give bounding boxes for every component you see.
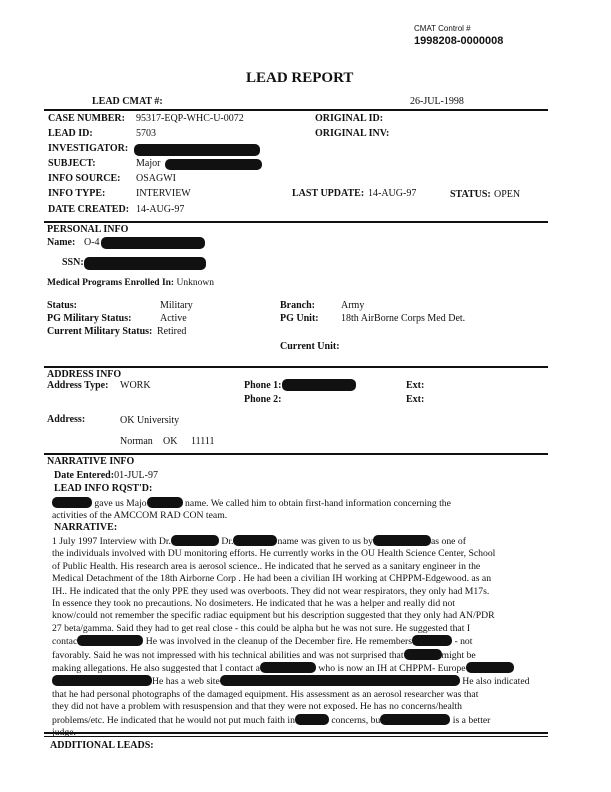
text-run: of Public Health. His research area is aerosol science.. He indicated that he served as a sanitary engineer in the xyxy=(52,560,481,572)
header-rule xyxy=(44,109,548,111)
text-run: IH.. He indicated that the only PPE they used was overboots. They did not wear respirators, they only had M17s. xyxy=(52,585,490,597)
redaction xyxy=(220,675,460,686)
additional-leads-label: ADDITIONAL LEADS: xyxy=(50,740,154,751)
address-zip: 11111 xyxy=(191,436,215,447)
text-run: name was given to us by xyxy=(277,536,373,547)
redaction xyxy=(52,497,92,508)
current-status-label: Current Military Status: xyxy=(47,326,153,337)
text-run: In essence they took no precautions. No dosimeters. He indicated that he was a helper and really did not xyxy=(52,598,455,610)
date-entered-label: Date Entered: xyxy=(54,470,115,481)
redaction-investigator xyxy=(134,144,260,156)
original-inv-label: ORIGINAL INV: xyxy=(315,128,390,139)
section-rule-address xyxy=(44,366,548,368)
lead-id: 5703 xyxy=(136,128,156,139)
text-run: the individuals involved with DU monitoring efforts. He currently works in the OU Health Science Center, School xyxy=(52,548,496,560)
text-run: favorably. Said he was not impressed with his technical abilities and was not surprised that xyxy=(52,649,404,661)
date-created: 14-AUG-97 xyxy=(136,204,185,215)
rule-additional-bottom xyxy=(44,736,548,737)
redaction xyxy=(52,675,152,686)
name-prefix: O-4 xyxy=(84,237,100,248)
original-id-label: ORIGINAL ID: xyxy=(315,113,384,124)
text-run: Medical Detachment of the 18th Airborne Corp . He had been a civilian IH working at CHPPM-Edgewood. as an xyxy=(52,573,492,585)
text-run: He has a web site xyxy=(152,676,220,688)
address-state: OK xyxy=(163,436,178,447)
info-source: OSAGWI xyxy=(136,173,176,184)
text-run: is a better xyxy=(452,714,491,726)
section-rule-narrative xyxy=(44,453,548,455)
redaction xyxy=(380,714,450,725)
phone2-label: Phone 2: xyxy=(244,394,282,405)
pg-unit-label: PG Unit: xyxy=(280,313,319,324)
pg-status-label: PG Military Status: xyxy=(47,313,132,324)
address-line1: OK University xyxy=(120,415,180,426)
narrative-label: NARRATIVE: xyxy=(54,522,118,533)
lead-id-label: LEAD ID: xyxy=(48,128,93,139)
text-run: concerns, bu xyxy=(331,714,381,726)
narrative-body xyxy=(52,535,546,740)
current-status: Retired xyxy=(157,326,187,337)
narrative-info-title: NARRATIVE INFO xyxy=(47,456,135,467)
lead-cmat-label: LEAD CMAT #: xyxy=(92,96,163,107)
current-unit-label: Current Unit: xyxy=(280,341,340,352)
ext2-label: Ext: xyxy=(406,394,425,405)
address-label: Address: xyxy=(47,414,86,425)
redaction xyxy=(373,535,431,546)
phone1-label: Phone 1: xyxy=(244,380,282,391)
branch-label: Branch: xyxy=(280,300,315,311)
text-run: making allegations. He also suggested that I contact a xyxy=(52,663,260,675)
report-date: 26-JUL-1998 xyxy=(410,96,464,107)
redaction xyxy=(295,714,329,725)
text-run: they did not have a problem with resuspension and that they were not exposed. He has no concerns/health xyxy=(52,701,462,713)
redaction xyxy=(147,497,183,508)
redaction xyxy=(404,649,442,660)
lead-info-text xyxy=(52,497,546,523)
mil-status-label: Status: xyxy=(47,300,78,311)
control-label: CMAT Control # xyxy=(414,24,471,33)
text-run: He was involved in the cleanup of the December fire. He remembers xyxy=(145,636,413,648)
status-label: STATUS: xyxy=(450,189,491,200)
last-update-label: LAST UPDATE: xyxy=(292,188,365,199)
info-type: INTERVIEW xyxy=(136,188,191,199)
page-title: LEAD REPORT xyxy=(246,70,354,86)
address-info-title: ADDRESS INFO xyxy=(47,369,122,380)
pg-unit: 18th AirBorne Corps Med Det. xyxy=(341,313,466,324)
pg-status: Active xyxy=(160,313,187,324)
last-update: 14-AUG-97 xyxy=(368,188,417,199)
text-run: who is now an IH at CHPPM- Europe xyxy=(318,663,466,675)
text-run: - not xyxy=(454,636,473,648)
redaction-name xyxy=(101,237,205,249)
address-type-label: Address Type: xyxy=(47,380,109,391)
control-number: 1998208-0000008 xyxy=(414,35,504,47)
medical-value: Unknown xyxy=(176,278,214,288)
text-run: He also indicated xyxy=(462,676,530,688)
info-type-label: INFO TYPE: xyxy=(48,188,106,199)
subject-label: SUBJECT: xyxy=(48,158,96,169)
redaction xyxy=(466,662,514,673)
redaction-subject xyxy=(165,159,262,170)
date-created-label: DATE CREATED: xyxy=(48,204,130,215)
text-run: contac xyxy=(52,636,78,648)
text-run: problems/etc. He indicated that he would not put much faith in xyxy=(52,714,295,726)
text-run: as one of xyxy=(430,536,466,547)
text-run: 1 July 1997 Interview with Dr. xyxy=(52,536,171,547)
text-run: gave us Majo xyxy=(94,498,147,509)
text-run: activities of the AMCCOM RAD CON team. xyxy=(52,510,228,522)
redaction xyxy=(412,635,452,646)
medical-label: Medical Programs Enrolled In: xyxy=(47,278,175,288)
case-number-label: CASE NUMBER: xyxy=(48,113,125,124)
branch: Army xyxy=(341,300,365,311)
redaction xyxy=(171,535,219,546)
case-number: 95317-EQP-WHC-U-0072 xyxy=(136,113,244,124)
section-rule-personal xyxy=(44,221,548,223)
address-city: Norman xyxy=(120,436,153,447)
name-label: Name: xyxy=(47,237,76,248)
address-type: WORK xyxy=(120,380,151,391)
date-entered: 01-JUL-97 xyxy=(114,470,158,481)
redaction xyxy=(260,662,316,673)
redaction-phone1 xyxy=(282,379,356,391)
redaction xyxy=(233,535,277,546)
redaction-ssn xyxy=(84,257,206,270)
redaction xyxy=(77,635,143,646)
text-run: name. We called him to obtain first-hand information concerning the xyxy=(185,498,451,509)
subject: Major xyxy=(136,158,161,169)
status-value: OPEN xyxy=(494,189,521,200)
ssn-label: SSN: xyxy=(62,257,84,268)
text-run: might be xyxy=(441,649,476,661)
text-run: 27 beta/gamma. Said they had to get real close - this could be alpha but he was not sure. He suggested that I xyxy=(52,622,471,634)
rule-additional-top xyxy=(44,732,548,734)
text-run: Dr. xyxy=(221,536,234,547)
lead-info-label: LEAD INFO RQST'D: xyxy=(54,483,153,494)
investigator-label: INVESTIGATOR: xyxy=(48,143,129,154)
ext1-label: Ext: xyxy=(406,380,425,391)
text-run: that he had personal photographs of the damaged equipment. His assessment as an aerosol researcher was that xyxy=(52,688,479,700)
text-run: know/could not remember the specific radiac equipment but his description suggested that they only had AN/PDR xyxy=(52,610,495,622)
mil-status: Military xyxy=(160,300,193,311)
personal-info-title: PERSONAL INFO xyxy=(47,224,129,235)
info-source-label: INFO SOURCE: xyxy=(48,173,121,184)
